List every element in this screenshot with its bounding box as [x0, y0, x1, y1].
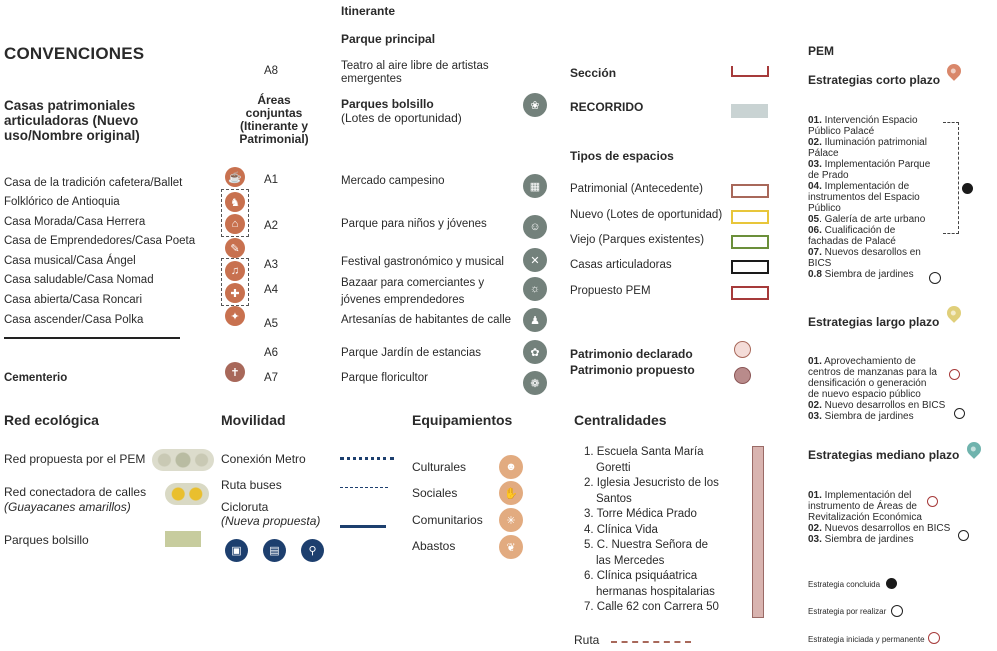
itinerante-item: Mercado campesino — [341, 175, 445, 187]
equip-item: Sociales — [412, 486, 458, 500]
movilidad-heading: Movilidad — [221, 412, 286, 428]
centralidad-bar — [752, 446, 764, 618]
red-item: Parques bolsillo — [4, 533, 89, 547]
area-code: A7 — [264, 372, 279, 384]
movilidad-item: Cicloruta — [221, 500, 269, 514]
parque-principal-heading: Parque principal — [341, 32, 436, 46]
itinerante-item: Parque floricultor — [341, 372, 428, 384]
market-icon: ▦ — [523, 174, 547, 198]
cemetery-icon: ✝ — [225, 362, 245, 382]
pem-title: PEM — [808, 44, 835, 58]
bolsillo-swatch — [165, 531, 201, 547]
por-realizar-dot — [954, 408, 965, 419]
ruta-label: Ruta — [574, 633, 600, 647]
leaf-icon: ❦ — [499, 535, 523, 559]
mediano-list: 01. Implementación del instrumento de Áreas de Revitalización Económica 02. Nuevos desarrollos en BICS 03. Siembra de jardines — [808, 490, 951, 545]
movilidad-item: (Nueva propuesta) — [221, 514, 321, 528]
area-code: A6 — [264, 347, 279, 359]
divider — [4, 337, 180, 339]
teatro-label: Teatro al aire libre de artistas emergentes — [341, 60, 489, 85]
casa-item: Casa abierta/Casa Roncari — [4, 294, 143, 306]
area-code: A4 — [264, 284, 279, 296]
idea-head-icon: ☼ — [523, 277, 547, 301]
casa-item: Casa saludable/Casa Nomad — [4, 274, 154, 286]
theater-masks-icon: ☻ — [499, 455, 523, 479]
mediano-heading: Estrategias mediano plazo — [808, 448, 960, 462]
casa-item: Casa musical/Casa Ángel — [4, 255, 136, 267]
itinerante-item: Festival gastronómico y musical — [341, 256, 504, 268]
equip-item: Abastos — [412, 539, 456, 553]
tipo-label: Viejo (Parques existentes) — [570, 234, 705, 246]
bus-icon: ▤ — [263, 539, 286, 562]
tipo-label: Propuesto PEM — [570, 285, 651, 297]
largo-heading: Estrategias largo plazo — [808, 315, 940, 329]
bolsillo-sub: (Lotes de oportunidad) — [341, 111, 462, 125]
coffee-icon: ☕ — [225, 167, 245, 187]
movilidad-item: Ruta buses — [221, 478, 282, 492]
tipo-swatch — [731, 210, 769, 224]
garden-icon: ✿ — [523, 340, 547, 364]
equip-item: Culturales — [412, 460, 467, 474]
centralidades-list: 1. Escuela Santa María Goretti 2. Iglesia Jesucristo de los Santos 3. Torre Médica Prado 4. Clínica Vida 5. C. Nuestra Señora de las Mercedes 6. Clínica psiquáatrica hermanas hospitalarias 7. Calle 62 con Carrera 50 — [584, 446, 719, 613]
guayacan-symbol — [165, 483, 209, 505]
metro-line — [340, 457, 394, 460]
artisan-icon: ♟ — [523, 308, 547, 332]
legend-label: Estrategia iniciada y permanente — [808, 635, 925, 644]
equip-item: Comunitarios — [412, 513, 483, 527]
seccion-symbol — [731, 66, 769, 77]
itinerante-item: Parque Jardín de estancias — [341, 347, 482, 359]
train-icon: ▣ — [225, 539, 248, 562]
flower-icon: ❁ — [523, 371, 547, 395]
movilidad-item: Conexión Metro — [221, 452, 306, 466]
legend-label: Estrategia concluida — [808, 580, 881, 589]
por-realizar-dot — [929, 272, 941, 284]
declarado-symbol — [734, 341, 751, 358]
mediano-pin-icon — [964, 439, 984, 459]
tipos-heading: Tipos de espacios — [570, 149, 674, 163]
seccion-label: Sección — [570, 66, 617, 80]
iniciada-dot — [927, 496, 938, 507]
ruta-line — [611, 641, 691, 643]
itinerante-item: Artesanías de habitantes de calle — [341, 314, 512, 326]
bus-line — [340, 487, 388, 488]
children-icon: ☺ — [523, 215, 547, 239]
red-item: Red conectadora de calles — [4, 485, 147, 499]
red-item: (Guayacanes amarillos) — [4, 500, 131, 514]
cementerio-label: Cementerio — [4, 372, 68, 384]
area-code: A1 — [264, 174, 279, 186]
casa-item: Casa de Emprendedores/Casa Poeta — [4, 235, 196, 247]
por-realizar-dot — [958, 530, 969, 541]
concluida-dot — [962, 183, 973, 194]
centralidades-heading: Centralidades — [574, 412, 667, 428]
bracket — [943, 122, 959, 234]
largo-pin-icon — [944, 303, 964, 323]
social-icon: ✋ — [499, 481, 523, 505]
red-item: Red propuesta por el PEM — [4, 452, 146, 466]
corto-list: 01. Intervención Espacio Público Palacé 02. Iluminación patrimonial Pálace 03. Implementación Parque de Prado 04. Implementación de instrumentos del Espacio Público 05. Galería de arte urbano 06. Cualificación de fachadas de Palacé 07. Nuevos desarollos en BICS 0.8 Siembra de jardines — [808, 115, 931, 280]
bicycle-icon: ⚲ — [301, 539, 324, 562]
concluida-dot — [886, 578, 897, 589]
propuesto-symbol — [734, 367, 751, 384]
tipo-label: Casas articuladoras — [570, 259, 672, 271]
area-code: A8 — [264, 65, 279, 77]
tipo-label: Nuevo (Lotes de oportunidad) — [570, 209, 723, 221]
red-heading: Red ecológica — [4, 412, 99, 428]
tipo-swatch — [731, 235, 769, 249]
area-code: A5 — [264, 318, 279, 330]
cicloruta-line — [340, 525, 386, 528]
patrimonio-declarado: Patrimonio declarado — [570, 347, 693, 361]
casa-item: Folklórico de Antioquia — [4, 196, 120, 208]
tree-hand-icon: ❀ — [523, 93, 547, 117]
page-title: CONVENCIONES — [4, 44, 145, 63]
bolsillo-heading: Parques bolsillo — [341, 97, 434, 111]
tipo-swatch — [731, 260, 769, 274]
iniciada-dot — [949, 369, 960, 380]
areas-heading: Áreas conjuntas (Itinerante y Patrimonial) — [239, 93, 309, 146]
house-icon: ⌂ — [225, 214, 245, 234]
poet-icon: ✎ — [225, 238, 245, 258]
tipo-swatch — [731, 286, 769, 300]
iniciada-dot — [928, 632, 940, 644]
casas-heading: Casas patrimoniales articuladoras (Nuevo uso/Nombre original) — [4, 98, 140, 143]
legend-label: Estrategia por realizar — [808, 607, 887, 616]
itinerante-item: Bazaar para comerciantes y jóvenes emprendedores — [341, 277, 485, 306]
music-icon: ♫ — [225, 261, 245, 281]
tree-line-symbol — [152, 449, 214, 471]
equipamientos-heading: Equipamientos — [412, 412, 513, 428]
tipo-label: Patrimonial (Antecedente) — [570, 183, 703, 195]
area-code: A2 — [264, 220, 279, 232]
corto-pin-icon — [944, 61, 964, 81]
itinerante-item: Parque para niños y jóvenes — [341, 218, 487, 230]
casa-item: Casa Morada/Casa Herrera — [4, 216, 146, 228]
casa-item: Casa de la tradición cafetera/Ballet — [4, 177, 183, 189]
itinerante-heading: Itinerante — [341, 4, 396, 18]
cutlery-icon: ✕ — [523, 248, 547, 272]
largo-list: 01. Aprovechamiento de centros de manzanas para la densificación o generación de nuevo espacio público 02. Nuevo desarrollos en BICS 03. Siembra de jardines — [808, 356, 946, 422]
area-code: A3 — [264, 259, 279, 271]
dancer-icon: ♞ — [225, 192, 245, 212]
health-icon: ✚ — [225, 283, 245, 303]
recorrido-symbol — [731, 104, 768, 118]
casa-item: Casa ascender/Casa Polka — [4, 314, 144, 326]
patrimonio-propuesto: Patrimonio propuesto — [570, 363, 695, 377]
recorrido-label: RECORRIDO — [570, 100, 644, 114]
por-realizar-dot — [891, 605, 903, 617]
corto-heading: Estrategias corto plazo — [808, 73, 941, 87]
open-house-icon: ✦ — [225, 306, 245, 326]
tipo-swatch — [731, 184, 769, 198]
community-icon: ✳ — [499, 508, 523, 532]
